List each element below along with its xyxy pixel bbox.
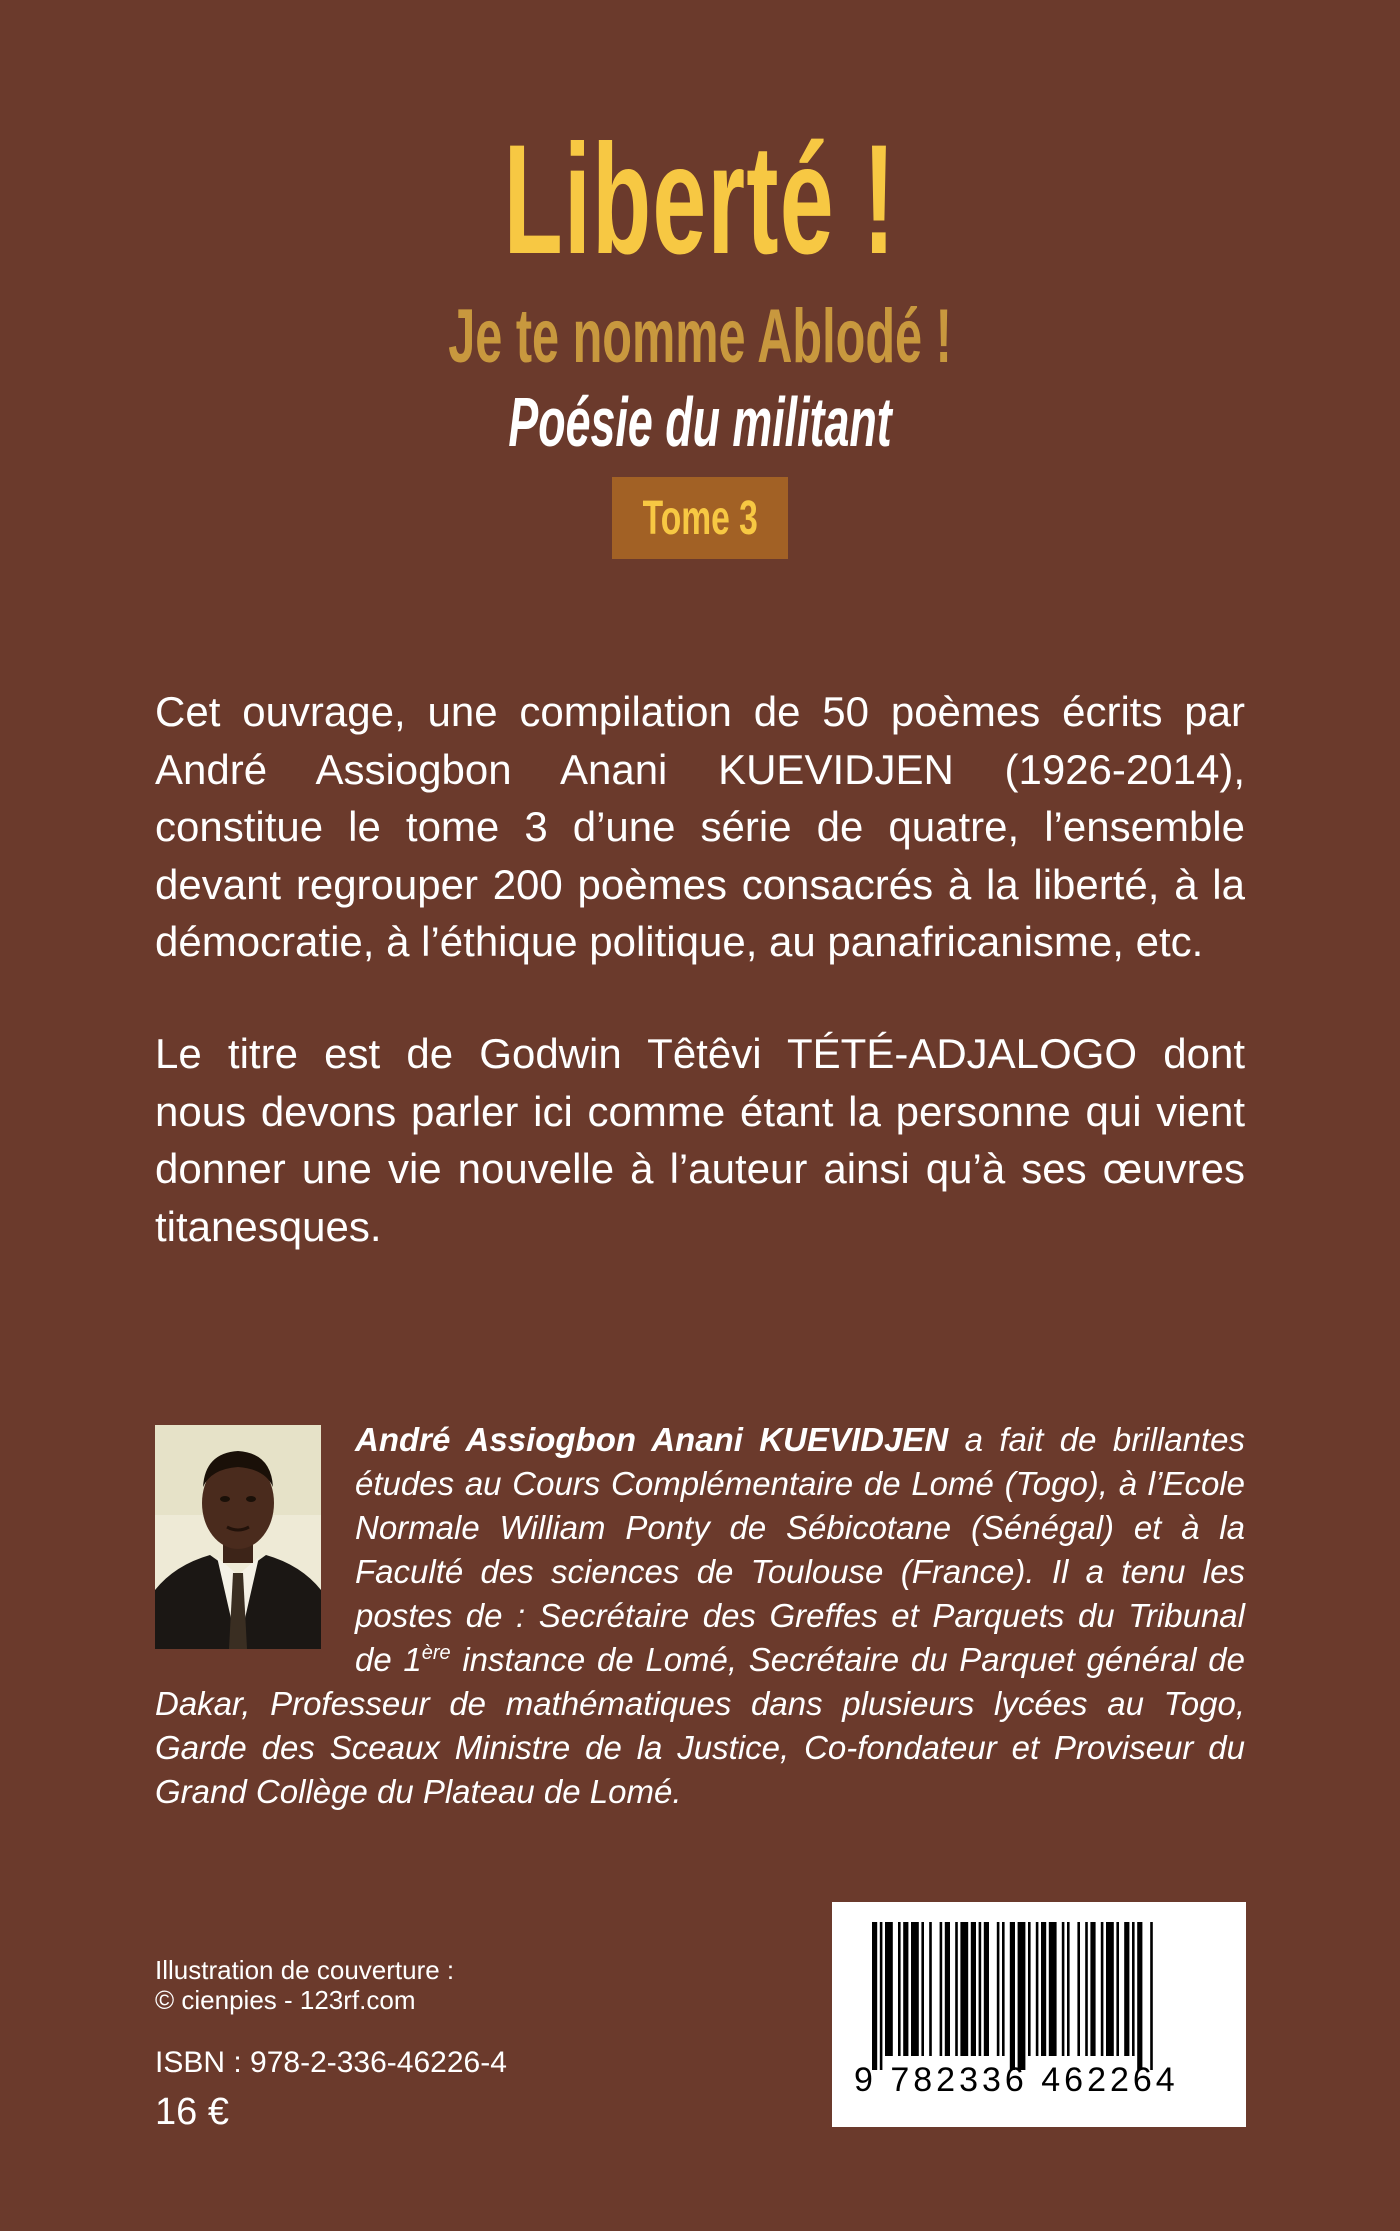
barcode-bar xyxy=(1132,1922,1135,2056)
author-name: André Assiogbon Anani KUEVIDJEN xyxy=(355,1421,949,1458)
barcode xyxy=(832,1902,1246,2127)
barcode-bar xyxy=(1036,1922,1039,2056)
credit-line-2: © cienpies - 123rf.com xyxy=(155,1985,416,2015)
barcode-bar xyxy=(1150,1922,1153,2070)
barcode-bar xyxy=(1116,1922,1119,2056)
barcode-bar xyxy=(1067,1922,1070,2056)
barcode-bar xyxy=(1028,1922,1031,2056)
barcode-bar xyxy=(1124,1922,1129,2056)
book-title: Liberté ! xyxy=(503,113,897,287)
barcode-bar xyxy=(898,1922,901,2056)
barcode-bar xyxy=(921,1922,924,2056)
volume-label: Tome 3 xyxy=(642,491,758,545)
barcode-bar xyxy=(1077,1922,1080,2056)
barcode-bar xyxy=(1041,1922,1046,2056)
barcode-bar xyxy=(997,1922,1000,2056)
bio-superscript: ère xyxy=(421,1642,451,1664)
blurb-paragraph-2: Le titre est de Godwin Têtêvi TÉTÉ-ADJALOGO dont nous devons parler ici comme étant la personne qui vient donner une vie nouvelle à l’auteur ainsi qu’à ses œuvres titanesques. xyxy=(155,1030,1245,1250)
barcode-digits: 9 782336 462264 xyxy=(854,2061,1179,2099)
price: 16 € xyxy=(155,2091,229,2133)
barcode-bar xyxy=(1010,1922,1015,2070)
barcode-bar xyxy=(955,1922,958,2056)
bio-text-2: instance de Lomé, Secrétaire du Parquet général de Dakar, Professeur de mathématiques dans plusieurs lycées au Togo, Garde des Sceaux Ministre de la Justice, Co-fondateur et Proviseur du Grand Collège du Plateau de Lomé. xyxy=(155,1641,1245,1810)
author-biography xyxy=(155,1418,1245,1814)
barcode-bar xyxy=(1049,1922,1057,2056)
barcode-bar xyxy=(1137,1922,1142,2070)
barcode-bar xyxy=(1090,1922,1095,2056)
barcode-bar xyxy=(1062,1922,1065,2056)
bio-text-1: a fait de brillantes études au Cours Complémentaire de Lomé (Togo), à l’Ecole Normale William Ponty de Sébicotane (Sénégal) et à la Faculté des sciences de Toulouse (France). Il a tenu les postes de : Secrétaire des Greffes et Parquets du Tribunal de 1 xyxy=(355,1421,1245,1678)
barcode-bar xyxy=(911,1922,919,2056)
barcode-bar xyxy=(984,1922,989,2056)
barcode-bar xyxy=(880,1922,883,2070)
barcode-bar xyxy=(872,1922,877,2070)
blurb-paragraph-1: Cet ouvrage, une compilation de 50 poèmes écrits par André Assiogbon Anani KUEVIDJEN (1926-2014), constitue le tome 3 d’une série de quatre, l’ensemble devant regrouper 200 poèmes consacrés à la liberté, à la démocratie, à l’éthique politique, au panafricanisme, etc. xyxy=(155,688,1245,965)
volume-badge xyxy=(612,477,788,559)
isbn: ISBN : 978-2-336-46226-4 xyxy=(155,2046,507,2079)
barcode-bar xyxy=(1018,1922,1026,2070)
barcode-bar xyxy=(1085,1922,1088,2056)
credit-line-1: Illustration de couverture : xyxy=(155,1955,455,1985)
barcode-bar xyxy=(945,1922,950,2056)
barcode-bar xyxy=(1002,1922,1005,2056)
book-subtitle: Je te nomme Ablodé ! xyxy=(448,294,952,379)
barcode-bar xyxy=(885,1922,893,2056)
cover-credit xyxy=(155,1955,454,2015)
barcode-bar xyxy=(940,1922,943,2056)
barcode-bar xyxy=(971,1922,976,2056)
photo-spacer xyxy=(155,1418,355,1672)
barcode-bar xyxy=(1106,1922,1114,2056)
book-tagline: Poésie du militant xyxy=(508,383,892,461)
barcode-bar xyxy=(903,1922,908,2056)
barcode-bar xyxy=(1101,1922,1104,2056)
barcode-bar xyxy=(929,1922,932,2056)
barcode-bar xyxy=(979,1922,982,2056)
barcode-bar xyxy=(960,1922,968,2056)
